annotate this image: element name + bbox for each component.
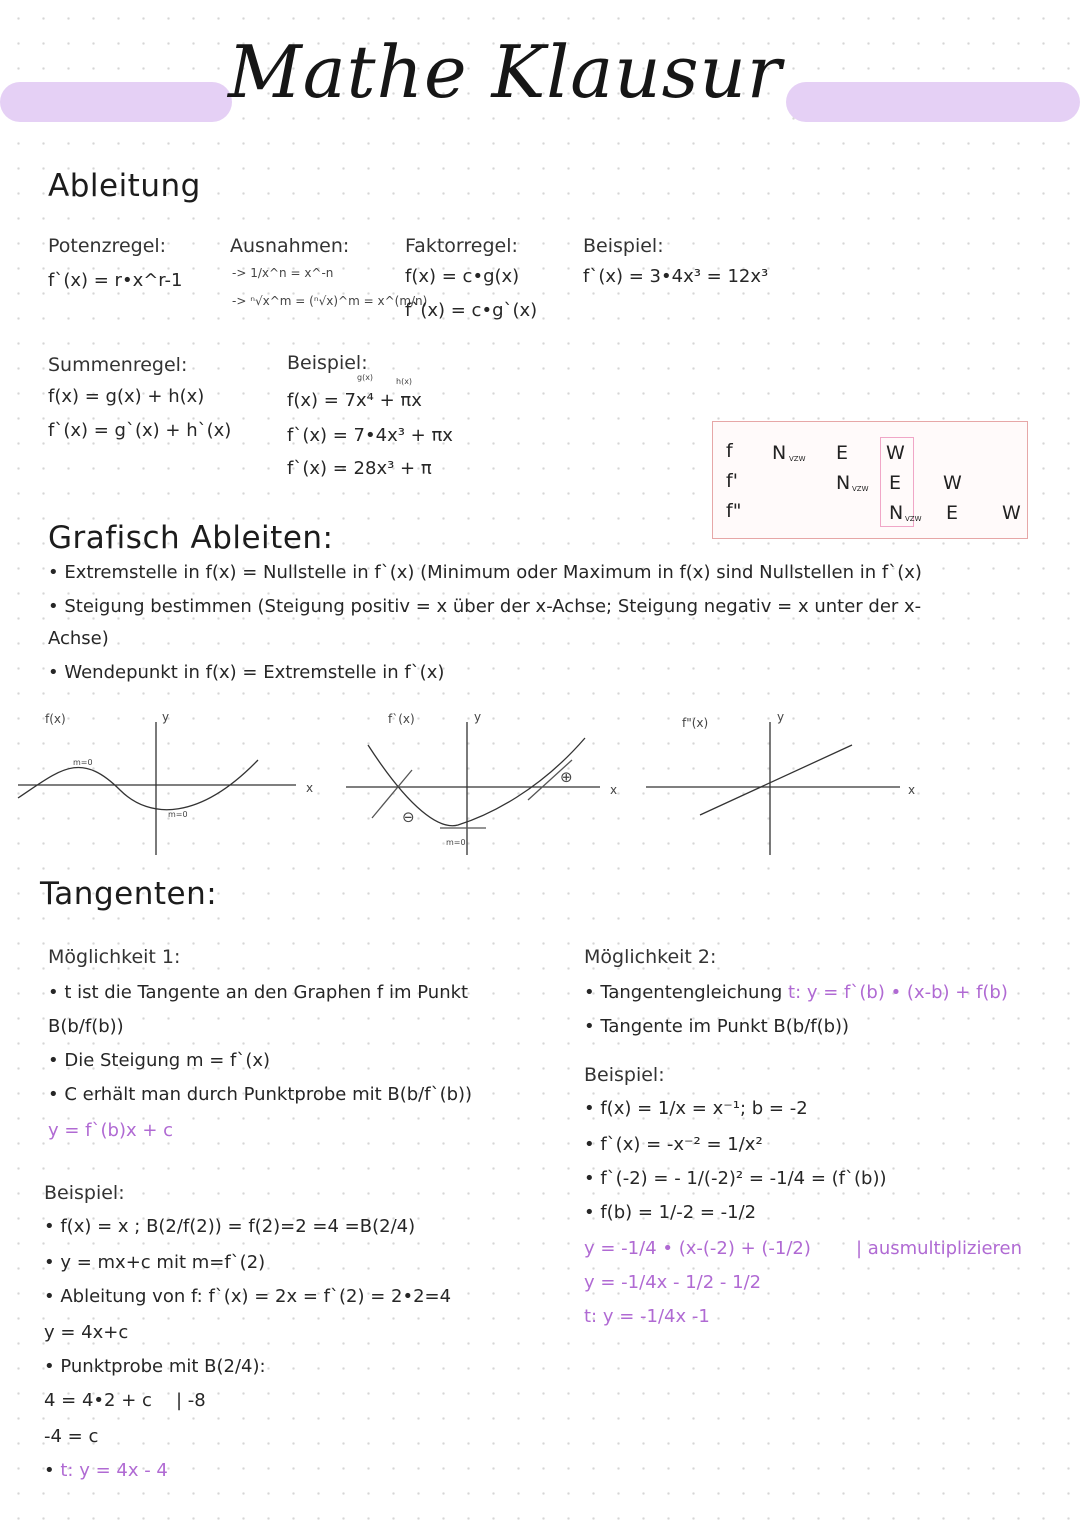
graph-f2-x-label: x	[908, 783, 916, 797]
graph-f1-x-label: x	[610, 783, 618, 797]
potenzregel-formula: f`(x) = r•x^r-1	[48, 270, 183, 291]
graph-f-m0-min: m=0	[168, 810, 188, 819]
graph-f1-m0: m=0	[446, 838, 466, 847]
beispiel3-line6: 4 = 4•2 + c	[44, 1390, 152, 1411]
moeglichkeit1-bullet-1b: B(b/f(b))	[48, 1016, 124, 1037]
beispiel3-line7: -4 = c	[44, 1426, 99, 1447]
table-e-1: E	[836, 442, 849, 464]
graph-f1-minus-sign: ⊖	[402, 808, 415, 826]
grafisch-bullet-1: • Extremstelle in f(x) = Nullstelle in f`(x) (Minimum oder Maximum in f(x) sind Nullstellen in f`(x)	[48, 562, 922, 583]
table-row-f: f	[726, 440, 733, 462]
moeglichkeit2-bullet-1-formula: t: y = f`(b) • (x-b) + f(b)	[788, 982, 1008, 1003]
beispiel4-purple-3: t: y = -1/4x -1	[584, 1306, 710, 1327]
graph-f1-y-label: y	[474, 710, 482, 724]
faktorregel-line1: f(x) = c•g(x)	[405, 266, 520, 287]
beispiel4-purple-2: y = -1/4x - 1/2 - 1/2	[584, 1272, 762, 1293]
moeglichkeit1-bullet-2: • Die Steigung m = f`(x)	[48, 1050, 270, 1071]
nullstellen-table	[712, 421, 1028, 539]
moeglichkeit2-label: Möglichkeit 2:	[584, 946, 717, 968]
beispiel3-result: y = 4x - 4	[79, 1460, 168, 1481]
table-vzw-3: VZW	[905, 515, 922, 523]
beispiel2-line2: f`(x) = 7•4x³ + πx	[287, 425, 453, 446]
beispiel3-label: Beispiel:	[44, 1182, 125, 1204]
table-row-f1: f'	[726, 470, 738, 492]
title-band-right	[786, 82, 1080, 122]
beispiel2-label: Beispiel:	[287, 352, 368, 374]
grafisch-bullet-3: • Wendepunkt in f(x) = Extremstelle in f`(x)	[48, 662, 444, 683]
graph-f-x-label: x	[306, 781, 314, 795]
beispiel4-purple-note: | ausmultiplizieren	[856, 1238, 1023, 1259]
beispiel4-purple-1: y = -1/4 • (x-(-2) + (-1/2)	[584, 1238, 811, 1259]
beispiel4-line4: • f(b) = 1/-2 = -1/2	[584, 1202, 756, 1223]
moeglichkeit2-bullet-1: • Tangentengleichung t: y = f`(b) • (x-b) + f(b)	[584, 982, 1008, 1003]
graph-f1-label: f`(x)	[388, 712, 415, 726]
beispiel3-line6-note: | -8	[176, 1390, 206, 1411]
table-n-2: N	[836, 472, 851, 494]
beispiel4-line2: • f`(x) = -x⁻² = 1/x²	[584, 1134, 763, 1155]
moeglichkeit2-bullet-1-text: Tangentengleichung	[600, 982, 783, 1003]
table-e-2: E	[889, 472, 902, 494]
ausnahmen-line2: -> ⁿ√x^m = (ⁿ√x)^m = x^(m/n)	[232, 294, 428, 308]
beispiel3-line4: y = 4x+c	[44, 1322, 129, 1343]
graph-f-curve	[18, 760, 258, 810]
grafisch-bullet-2: • Steigung bestimmen (Steigung positiv = x über der x-Achse; Steigung negativ = x unter der x-	[48, 596, 921, 617]
beispiel3-line1: • f(x) = x ; B(2/f(2)) = f(2)=2 =4 =B(2/4)	[44, 1216, 415, 1237]
beispiel3-line5: • Punktprobe mit B(2/4):	[44, 1356, 266, 1377]
graph-f-label: f(x)	[45, 712, 66, 726]
graph-f-m0-max: m=0	[73, 758, 93, 767]
faktorregel-label: Faktorregel:	[405, 235, 518, 257]
grafisch-bullet-2b: Achse)	[48, 628, 109, 649]
ausnahmen-label: Ausnahmen:	[230, 235, 350, 257]
beispiel3-line2: • y = mx+c mit m=f`(2)	[44, 1252, 265, 1273]
beispiel3-line3: • Ableitung von f: f`(x) = 2x = f`(2) = 2•2=4	[44, 1286, 451, 1307]
summenregel-line2: f`(x) = g`(x) + h`(x)	[48, 420, 232, 441]
graph-f1-plus-sign: ⊕	[560, 768, 573, 786]
beispiel4-line3: • f`(-2) = - 1/(-2)² = -1/4 = (f`(b))	[584, 1168, 887, 1189]
table-n-3: N	[889, 502, 904, 524]
page-title: Mathe Klausur	[228, 30, 783, 114]
beispiel3-t-label: t:	[60, 1460, 74, 1481]
table-vzw-2: VZW	[852, 485, 869, 493]
beispiel4-label: Beispiel:	[584, 1064, 665, 1086]
summenregel-line1: f(x) = g(x) + h(x)	[48, 386, 205, 407]
summenregel-label: Summenregel:	[48, 354, 188, 376]
graph-f2-line	[700, 745, 852, 815]
title-band-left	[0, 82, 232, 122]
table-w-2: W	[943, 472, 962, 494]
graph-f2-y-label: y	[777, 710, 785, 724]
beispiel2-line3: f`(x) = 28x³ + π	[287, 458, 432, 479]
beispiel1-label: Beispiel:	[583, 235, 664, 257]
beispiel2-annotation-g: g(x)	[357, 373, 374, 382]
beispiel2-line1: f(x) = 7x⁴ + πx	[287, 390, 422, 411]
table-n-1: N	[772, 442, 787, 464]
potenzregel-label: Potenzregel:	[48, 235, 167, 257]
moeglichkeit2-bullet-2: • Tangente im Punkt B(b/f(b))	[584, 1016, 849, 1037]
heading-grafisch-ableiten: Grafisch Ableiten:	[48, 520, 334, 556]
table-vzw-1: VZW	[789, 455, 806, 463]
table-e-3: E	[946, 502, 959, 524]
ausnahmen-line1: -> 1/x^n = x^-n	[232, 266, 334, 280]
table-row-f2: f"	[726, 500, 742, 522]
graph-f-y-label: y	[162, 710, 170, 724]
beispiel2-annotation-h: h(x)	[396, 377, 413, 386]
moeglichkeit1-label: Möglichkeit 1:	[48, 946, 181, 968]
beispiel1-line1: f`(x) = 3•4x³ = 12x³	[583, 266, 769, 287]
heading-ableitung: Ableitung	[48, 168, 201, 204]
graph-f1-curve	[368, 738, 585, 826]
heading-tangenten: Tangenten:	[40, 876, 218, 912]
moeglichkeit1-bullet-1: • t ist die Tangente an den Graphen f im Punkt	[48, 982, 468, 1003]
faktorregel-line2: f`(x) = c•g`(x)	[405, 300, 538, 321]
graph-f2-label: f"(x)	[682, 716, 709, 730]
moeglichkeit1-bullet-3: • C erhält man durch Punktprobe mit B(b/f`(b))	[48, 1084, 472, 1105]
table-w-1: W	[886, 442, 905, 464]
moeglichkeit1-formula: y = f`(b)x + c	[48, 1120, 174, 1141]
beispiel3-line8: • t: y = 4x - 4	[44, 1460, 168, 1481]
table-w-3: W	[1002, 502, 1021, 524]
beispiel4-line1: • f(x) = 1/x = x⁻¹; b = -2	[584, 1098, 808, 1119]
